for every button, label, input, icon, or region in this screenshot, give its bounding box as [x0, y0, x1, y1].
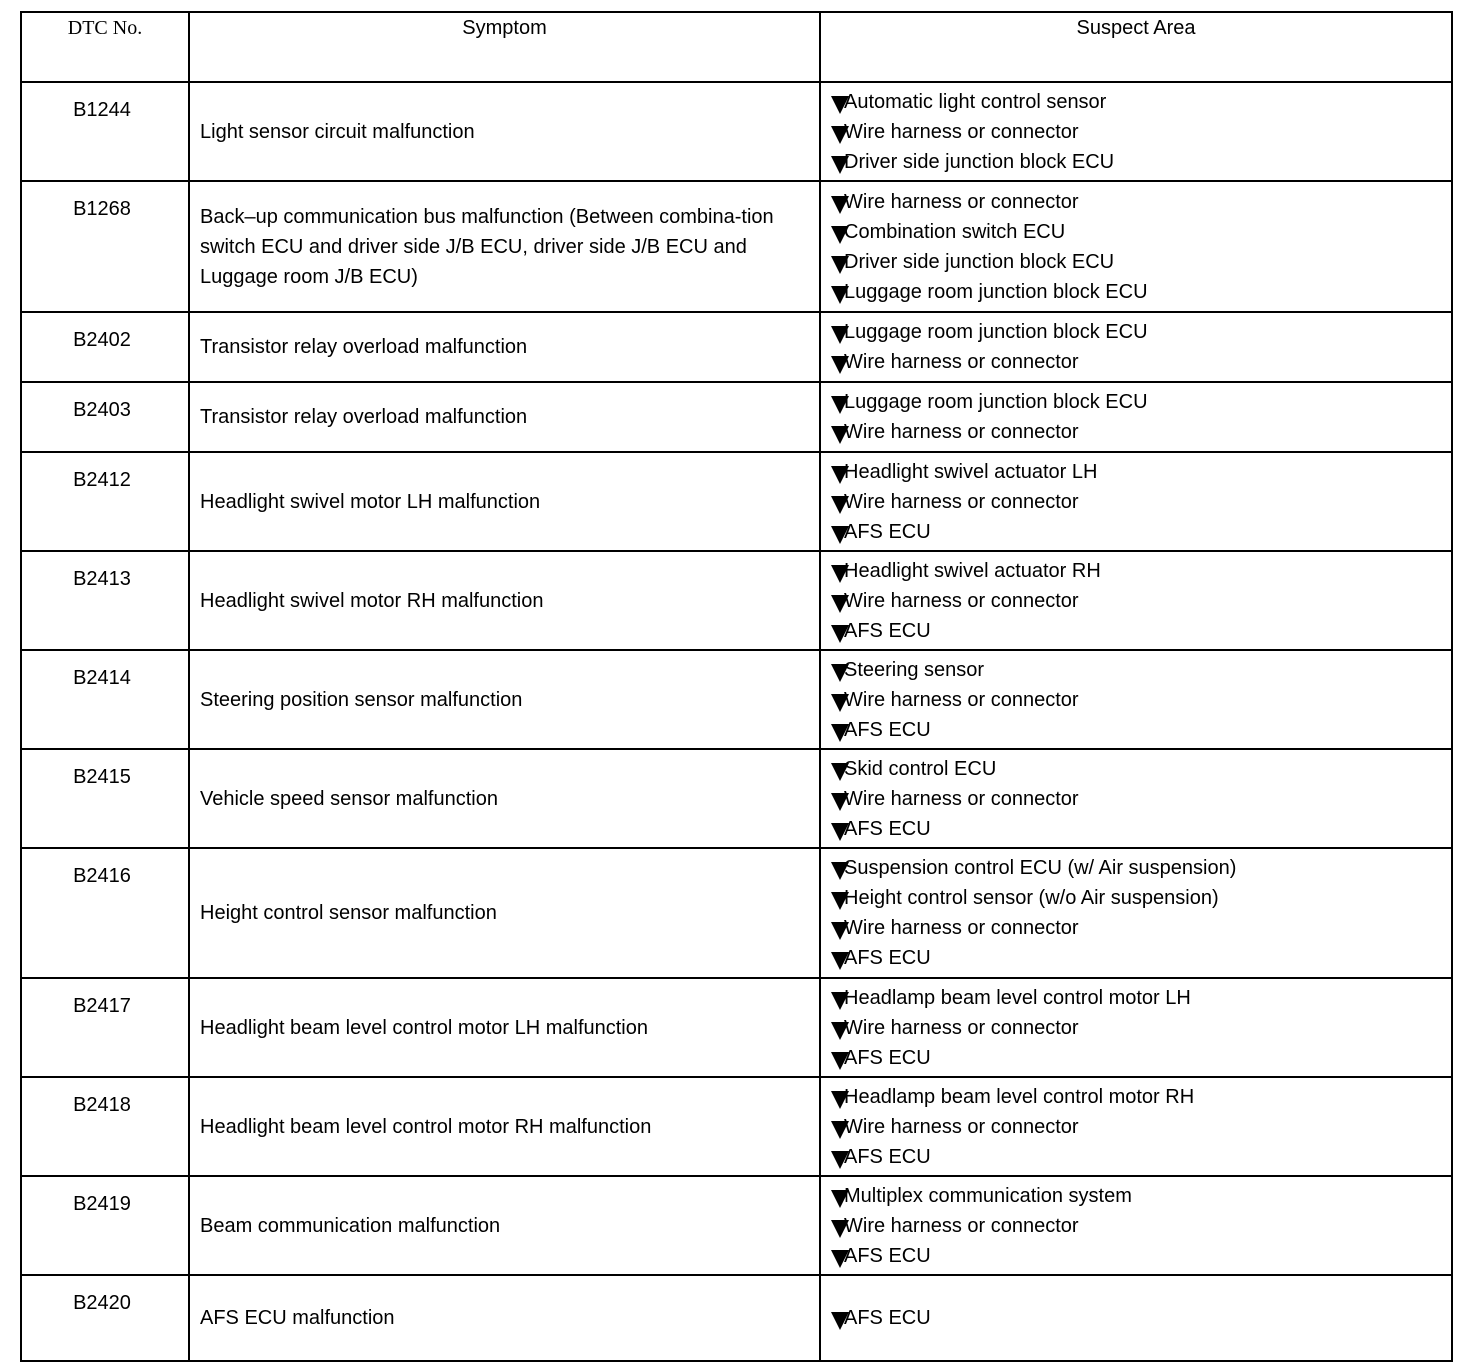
- suspect-area-list: [831, 853, 1451, 973]
- down-triangle-icon: [831, 664, 849, 682]
- list-item: [831, 556, 1451, 586]
- suspect-area-text: Headlight swivel actuator LH: [844, 460, 1098, 483]
- suspect-area-cell: [820, 749, 1452, 848]
- down-triangle-icon: [831, 992, 849, 1010]
- suspect-area-text: Multiplex communication system: [844, 1184, 1132, 1207]
- down-triangle-icon: [831, 1250, 849, 1268]
- suspect-area-text: AFS ECU: [844, 718, 931, 741]
- down-triangle-icon: [831, 1312, 849, 1330]
- suspect-area-cell: [820, 1176, 1452, 1275]
- table-row: [21, 749, 1452, 848]
- table-row: [21, 848, 1452, 978]
- suspect-area-text: AFS ECU: [844, 947, 931, 969]
- dtc-code: B2418: [21, 1077, 189, 1176]
- suspect-area-list: [831, 754, 1451, 844]
- symptom-text: Headlight swivel motor LH malfunction: [189, 452, 820, 551]
- dtc-code: B2412: [21, 452, 189, 551]
- list-item: [831, 317, 1451, 347]
- table-row: [21, 382, 1452, 452]
- dtc-code: B2415: [21, 749, 189, 848]
- suspect-area-text: Driver side junction block ECU: [844, 250, 1115, 273]
- list-item: [831, 784, 1451, 814]
- suspect-area-text: Wire harness or connector: [844, 490, 1079, 513]
- list-item: [831, 487, 1451, 517]
- symptom-text: AFS ECU malfunction: [189, 1275, 820, 1361]
- suspect-area-cell: [820, 452, 1452, 551]
- down-triangle-icon: [831, 862, 849, 880]
- down-triangle-icon: [831, 595, 849, 613]
- table-row: [21, 181, 1452, 312]
- suspect-area-text: Luggage room junction block ECU: [844, 321, 1148, 343]
- suspect-area-text: Wire harness or connector: [844, 351, 1079, 373]
- suspect-area-cell: [820, 312, 1452, 382]
- down-triangle-icon: [831, 694, 849, 712]
- list-item: [831, 1043, 1451, 1073]
- suspect-area-list: [831, 1303, 1451, 1333]
- suspect-area-text: Headlight swivel actuator RH: [844, 559, 1101, 582]
- down-triangle-icon: [831, 286, 849, 304]
- down-triangle-icon: [831, 892, 849, 910]
- suspect-area-text: Driver side junction block ECU: [844, 150, 1115, 173]
- suspect-area-text: AFS ECU: [844, 520, 931, 543]
- list-item: [831, 1142, 1451, 1172]
- suspect-area-cell: [820, 181, 1452, 312]
- list-item: [831, 913, 1451, 943]
- suspect-area-list: [831, 1181, 1451, 1271]
- suspect-area-list: [831, 457, 1451, 547]
- symptom-text: Height control sensor malfunction: [189, 848, 820, 978]
- down-triangle-icon: [831, 256, 849, 274]
- down-triangle-icon: [831, 1151, 849, 1169]
- suspect-area-cell: [820, 650, 1452, 749]
- list-item: [831, 147, 1451, 177]
- list-item: [831, 655, 1451, 685]
- suspect-area-text: AFS ECU: [844, 1046, 931, 1069]
- list-item: [831, 1303, 1451, 1333]
- down-triangle-icon: [831, 496, 849, 514]
- dtc-code: B2413: [21, 551, 189, 650]
- down-triangle-icon: [831, 1220, 849, 1238]
- down-triangle-icon: [831, 1052, 849, 1070]
- header-dtc-no: DTC No.: [21, 12, 189, 82]
- dtc-code: B2403: [21, 382, 189, 452]
- suspect-area-text: AFS ECU: [844, 1307, 931, 1329]
- down-triangle-icon: [831, 1190, 849, 1208]
- symptom-text: Back–up communication bus malfunction (Between combina-tion switch ECU and driver side J/B ECU, driver side J/B ECU and Luggage room J/B ECU): [189, 181, 820, 312]
- list-item: [831, 754, 1451, 784]
- down-triangle-icon: [831, 793, 849, 811]
- symptom-text: Headlight swivel motor RH malfunction: [189, 551, 820, 650]
- suspect-area-text: Wire harness or connector: [844, 589, 1079, 612]
- list-item: [831, 117, 1451, 147]
- suspect-area-text: Combination switch ECU: [844, 220, 1066, 243]
- dtc-code: B1244: [21, 82, 189, 181]
- down-triangle-icon: [831, 466, 849, 484]
- dtc-code: B1268: [21, 181, 189, 312]
- down-triangle-icon: [831, 763, 849, 781]
- table-row: [21, 1176, 1452, 1275]
- symptom-text: Headlight beam level control motor LH malfunction: [189, 978, 820, 1077]
- down-triangle-icon: [831, 156, 849, 174]
- symptom-text: Transistor relay overload malfunction: [189, 312, 820, 382]
- table-row: [21, 312, 1452, 382]
- list-item: [831, 1013, 1451, 1043]
- suspect-area-text: Wire harness or connector: [844, 787, 1079, 810]
- suspect-area-text: AFS ECU: [844, 619, 931, 642]
- suspect-area-list: [831, 1082, 1451, 1172]
- header-row: [21, 12, 1452, 82]
- list-item: [831, 586, 1451, 616]
- suspect-area-text: Wire harness or connector: [844, 1214, 1079, 1237]
- suspect-area-text: Height control sensor (w/o Air suspension): [844, 887, 1219, 909]
- down-triangle-icon: [831, 356, 849, 374]
- table-body: [21, 82, 1452, 1361]
- down-triangle-icon: [831, 226, 849, 244]
- list-item: [831, 1181, 1451, 1211]
- down-triangle-icon: [831, 724, 849, 742]
- suspect-area-list: [831, 556, 1451, 646]
- down-triangle-icon: [831, 196, 849, 214]
- table-row: [21, 452, 1452, 551]
- dtc-code: B2414: [21, 650, 189, 749]
- list-item: [831, 347, 1451, 377]
- header-suspect-area: Suspect Area: [820, 12, 1452, 82]
- down-triangle-icon: [831, 96, 849, 114]
- list-item: [831, 1241, 1451, 1271]
- list-item: [831, 417, 1451, 447]
- suspect-area-text: Wire harness or connector: [844, 120, 1079, 143]
- list-item: [831, 616, 1451, 646]
- suspect-area-text: Wire harness or connector: [844, 421, 1079, 443]
- suspect-area-list: [831, 317, 1451, 377]
- list-item: [831, 983, 1451, 1013]
- dtc-code: B2420: [21, 1275, 189, 1361]
- list-item: [831, 1112, 1451, 1142]
- suspect-area-list: [831, 655, 1451, 745]
- suspect-area-cell: [820, 978, 1452, 1077]
- suspect-area-cell: [820, 1077, 1452, 1176]
- symptom-text: Transistor relay overload malfunction: [189, 382, 820, 452]
- suspect-area-text: AFS ECU: [844, 817, 931, 840]
- suspect-area-list: [831, 983, 1451, 1073]
- suspect-area-text: Wire harness or connector: [844, 688, 1079, 711]
- dtc-code: B2416: [21, 848, 189, 978]
- table-row: [21, 1077, 1452, 1176]
- list-item: [831, 814, 1451, 844]
- list-item: [831, 685, 1451, 715]
- suspect-area-text: Skid control ECU: [844, 757, 997, 780]
- down-triangle-icon: [831, 326, 849, 344]
- table-row: [21, 650, 1452, 749]
- down-triangle-icon: [831, 1022, 849, 1040]
- suspect-area-text: Steering sensor: [844, 658, 985, 681]
- suspect-area-list: [831, 87, 1451, 177]
- list-item: [831, 943, 1451, 973]
- suspect-area-text: Suspension control ECU (w/ Air suspension): [844, 857, 1237, 879]
- down-triangle-icon: [831, 396, 849, 414]
- down-triangle-icon: [831, 565, 849, 583]
- list-item: [831, 247, 1451, 277]
- list-item: [831, 715, 1451, 745]
- symptom-text: Steering position sensor malfunction: [189, 650, 820, 749]
- list-item: [831, 1082, 1451, 1112]
- symptom-text: Light sensor circuit malfunction: [189, 82, 820, 181]
- list-item: [831, 87, 1451, 117]
- list-item: [831, 883, 1451, 913]
- list-item: [831, 217, 1451, 247]
- down-triangle-icon: [831, 526, 849, 544]
- suspect-area-cell: [820, 551, 1452, 650]
- list-item: [831, 517, 1451, 547]
- suspect-area-list: [831, 387, 1451, 447]
- list-item: [831, 187, 1451, 217]
- down-triangle-icon: [831, 625, 849, 643]
- down-triangle-icon: [831, 1091, 849, 1109]
- list-item: [831, 277, 1451, 307]
- suspect-area-list: [831, 187, 1451, 307]
- list-item: [831, 853, 1451, 883]
- table-row: [21, 82, 1452, 181]
- suspect-area-text: Luggage room junction block ECU: [844, 280, 1148, 303]
- suspect-area-cell: [820, 848, 1452, 978]
- suspect-area-text: AFS ECU: [844, 1244, 931, 1267]
- suspect-area-text: AFS ECU: [844, 1145, 931, 1168]
- symptom-text: Headlight beam level control motor RH malfunction: [189, 1077, 820, 1176]
- down-triangle-icon: [831, 126, 849, 144]
- table-row: [21, 1275, 1452, 1361]
- symptom-text: Beam communication malfunction: [189, 1176, 820, 1275]
- dtc-code: B2419: [21, 1176, 189, 1275]
- suspect-area-text: Wire harness or connector: [844, 1115, 1079, 1138]
- list-item: [831, 1211, 1451, 1241]
- dtc-code: B2417: [21, 978, 189, 1077]
- suspect-area-text: Wire harness or connector: [844, 190, 1079, 213]
- suspect-area-text: Wire harness or connector: [844, 1016, 1079, 1039]
- suspect-area-text: Headlamp beam level control motor RH: [844, 1085, 1195, 1108]
- header-symptom: Symptom: [189, 12, 820, 82]
- down-triangle-icon: [831, 426, 849, 444]
- suspect-area-text: Automatic light control sensor: [844, 90, 1107, 113]
- down-triangle-icon: [831, 1121, 849, 1139]
- suspect-area-cell: [820, 82, 1452, 181]
- list-item: [831, 387, 1451, 417]
- dtc-table: [20, 11, 1453, 1362]
- symptom-text: Vehicle speed sensor malfunction: [189, 749, 820, 848]
- down-triangle-icon: [831, 823, 849, 841]
- down-triangle-icon: [831, 952, 849, 970]
- list-item: [831, 457, 1451, 487]
- suspect-area-text: Wire harness or connector: [844, 917, 1079, 939]
- suspect-area-text: Headlamp beam level control motor LH: [844, 986, 1191, 1009]
- table-row: [21, 551, 1452, 650]
- down-triangle-icon: [831, 922, 849, 940]
- dtc-code: B2402: [21, 312, 189, 382]
- suspect-area-cell: [820, 382, 1452, 452]
- table-row: [21, 978, 1452, 1077]
- suspect-area-cell: [820, 1275, 1452, 1361]
- suspect-area-text: Luggage room junction block ECU: [844, 391, 1148, 413]
